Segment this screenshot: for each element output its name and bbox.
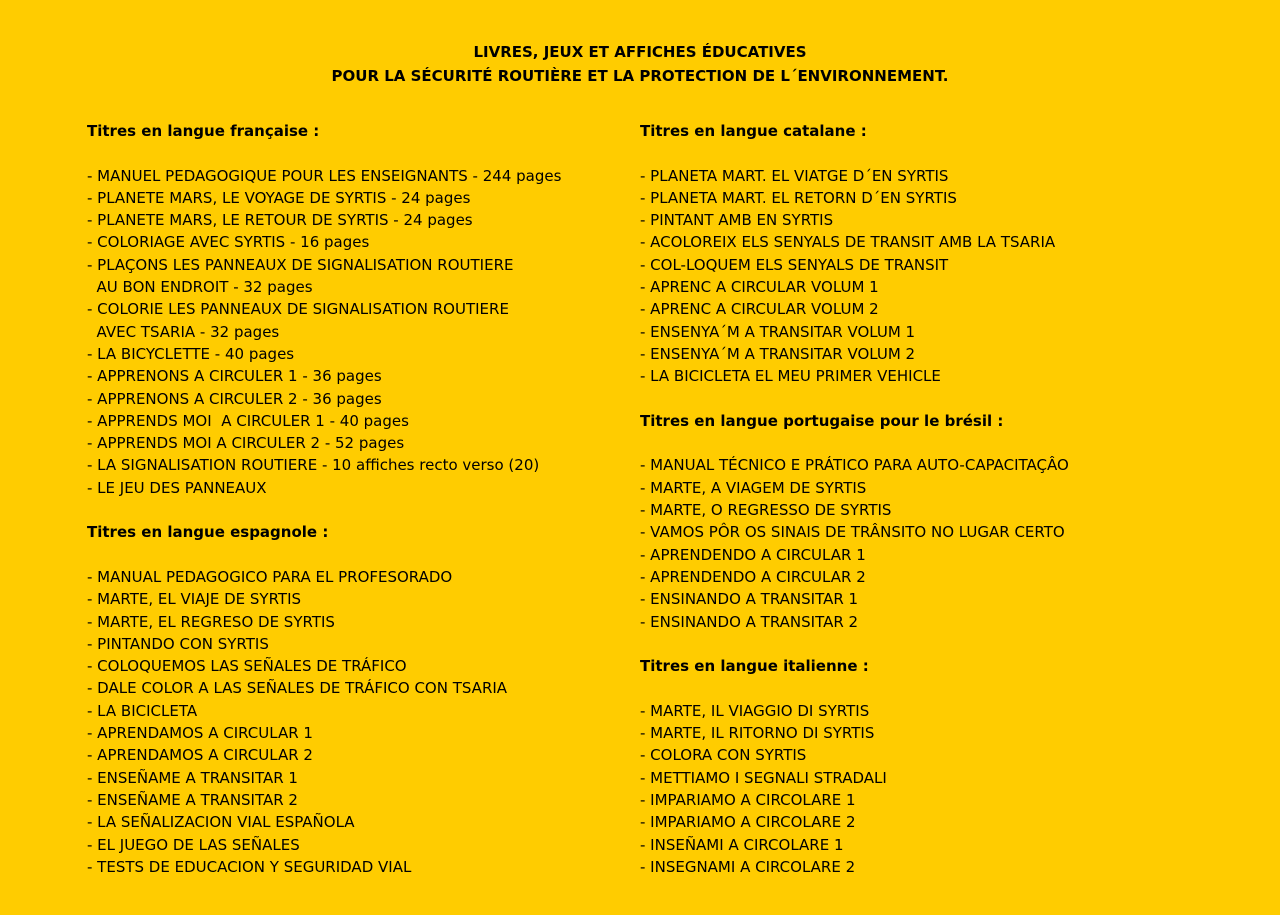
- section-heading: Titres en langue espagnole :: [87, 523, 329, 542]
- title-list-item: - ENSINANDO A TRANSITAR 1: [640, 590, 859, 609]
- title-list-item: - ACOLOREIX ELS SENYALS DE TRANSIT AMB LA TSARIA: [640, 233, 1056, 252]
- title-list-item: - COLOQUEMOS LAS SEÑALES DE TRÁFICO: [87, 657, 407, 676]
- title-list-item: - MARTE, EL REGRESO DE SYRTIS: [87, 612, 335, 631]
- title-list-item: - ENSEÑAME A TRANSITAR 1: [87, 768, 298, 787]
- title-list-item: - MARTE, O REGRESSO DE SYRTIS: [640, 501, 892, 520]
- title-list-item: - INSEÑAMI A CIRCOLARE 1: [640, 835, 844, 854]
- title-list-item: AU BON ENDROIT - 32 pages: [87, 278, 313, 297]
- title-list-item: - COLORA CON SYRTIS: [640, 746, 807, 765]
- title-list-item: - PLANETE MARS, LE VOYAGE DE SYRTIS - 24 pages: [87, 188, 471, 207]
- title-list-item: - APRENDENDO A CIRCULAR 1: [640, 545, 866, 564]
- section-heading: Titres en langue française :: [87, 122, 320, 140]
- title-list-item: - COL-LOQUEM ELS SENYALS DE TRANSIT: [640, 255, 949, 274]
- title-list-item: - MARTE, EL VIAJE DE SYRTIS: [87, 590, 302, 609]
- title-list-item: - APPRENONS A CIRCULER 1 - 36 pages: [87, 367, 382, 386]
- left-column: [87, 120, 561, 900]
- title-list-item: - APRENDAMOS A CIRCULAR 2: [87, 746, 313, 765]
- title-list-item: - PLANETA MART. EL RETORN D´EN SYRTIS: [640, 188, 957, 207]
- title-list-item: - METTIAMO I SEGNALI STRADALI: [640, 768, 887, 787]
- title-list-item: - ENSENYA´M A TRANSITAR VOLUM 2: [640, 344, 916, 363]
- left-section: [87, 120, 561, 499]
- title-list-item: - COLORIAGE AVEC SYRTIS - 16 pages: [87, 233, 370, 252]
- title-list-item: - COLORIE LES PANNEAUX DE SIGNALISATION ROUTIERE: [87, 300, 509, 319]
- right-section: [640, 120, 1069, 388]
- section-heading: Titres en langue catalane :: [640, 122, 867, 140]
- title-list-item: - LA BICICLETA EL MEU PRIMER VEHICLE: [640, 367, 941, 386]
- title-list-item: - APPRENDS MOI A CIRCULER 2 - 52 pages: [87, 434, 405, 453]
- title-list-item: - EL JUEGO DE LAS SEÑALES: [87, 835, 300, 854]
- title-list-item: - IMPARIAMO A CIRCOLARE 2: [640, 813, 856, 832]
- title-list-item: - APRENC A CIRCULAR VOLUM 2: [640, 300, 879, 319]
- title-list-item: - TESTS DE EDUCACION Y SEGURIDAD VIAL: [87, 857, 412, 876]
- title-list-item: - VAMOS PÔR OS SINAIS DE TRÂNSITO NO LUGAR CERTO: [640, 523, 1065, 542]
- right-column: [640, 120, 1069, 900]
- title-list-item: - APRENC A CIRCULAR VOLUM 1: [640, 278, 879, 297]
- title-list-item: - APPRENDS MOI A CIRCULER 1 - 40 pages: [87, 411, 409, 430]
- title-list-item: - LA BICYCLETTE - 40 pages: [87, 344, 295, 363]
- title-list-item: - APRENDENDO A CIRCULAR 2: [640, 567, 866, 586]
- page-title: [0, 40, 1280, 88]
- title-list-item: - MARTE, IL RITORNO DI SYRTIS: [640, 724, 875, 743]
- title-list-item: - LA SEÑALIZACION VIAL ESPAÑOLA: [87, 813, 355, 832]
- title-list-item: - LA BICICLETA: [87, 701, 198, 720]
- title-list-item: - ENSEÑAME A TRANSITAR 2: [87, 790, 298, 809]
- section-heading: Titres en langue italienne :: [640, 657, 869, 676]
- title-list-item: - ENSINANDO A TRANSITAR 2: [640, 612, 859, 631]
- right-section: [640, 410, 1069, 633]
- page-title-line-2: POUR LA SÉCURITÉ ROUTIÈRE ET LA PROTECTION DE L´ENVIRONNEMENT.: [331, 67, 949, 85]
- title-list-item: - LE JEU DES PANNEAUX: [87, 478, 267, 497]
- title-list-item: - APPRENONS A CIRCULER 2 - 36 pages: [87, 389, 382, 408]
- title-list-item: - DALE COLOR A LAS SEÑALES DE TRÁFICO CON TSARIA: [87, 679, 508, 698]
- page-title-line-1: LIVRES, JEUX ET AFFICHES ÉDUCATIVES: [473, 43, 807, 61]
- title-list-item: - MANUEL PEDAGOGIQUE POUR LES ENSEIGNANTS - 244 pages: [87, 166, 562, 185]
- title-list-item: - APRENDAMOS A CIRCULAR 1: [87, 724, 313, 743]
- section-heading: Titres en langue portugaise pour le brésil :: [640, 411, 1004, 430]
- right-section: [640, 655, 1069, 878]
- title-list-item: - PINTANT AMB EN SYRTIS: [640, 211, 834, 230]
- title-list-item: - INSEGNAMI A CIRCOLARE 2: [640, 857, 856, 876]
- title-list-item: - MARTE, IL VIAGGIO DI SYRTIS: [640, 701, 870, 720]
- title-list-item: - PLANETA MART. EL VIATGE D´EN SYRTIS: [640, 166, 949, 185]
- title-list-item: - MANUAL TÉCNICO E PRÁTICO PARA AUTO-CAPACITAÇÂO: [640, 456, 1069, 475]
- title-list-item: - PINTANDO CON SYRTIS: [87, 634, 269, 653]
- title-list-item: - MANUAL PEDAGOGICO PARA EL PROFESORADO: [87, 567, 453, 586]
- title-list-item: - ENSENYA´M A TRANSITAR VOLUM 1: [640, 322, 916, 341]
- title-list-item: - PLAÇONS LES PANNEAUX DE SIGNALISATION ROUTIERE: [87, 255, 514, 274]
- title-list-item: - MARTE, A VIAGEM DE SYRTIS: [640, 478, 867, 497]
- title-list-item: - PLANETE MARS, LE RETOUR DE SYRTIS - 24 pages: [87, 211, 473, 230]
- title-list-item: - LA SIGNALISATION ROUTIERE - 10 affiches recto verso (20): [87, 456, 540, 475]
- left-section: [87, 521, 561, 878]
- title-list-item: AVEC TSARIA - 32 pages: [87, 322, 280, 341]
- title-list-item: - IMPARIAMO A CIRCOLARE 1: [640, 790, 856, 809]
